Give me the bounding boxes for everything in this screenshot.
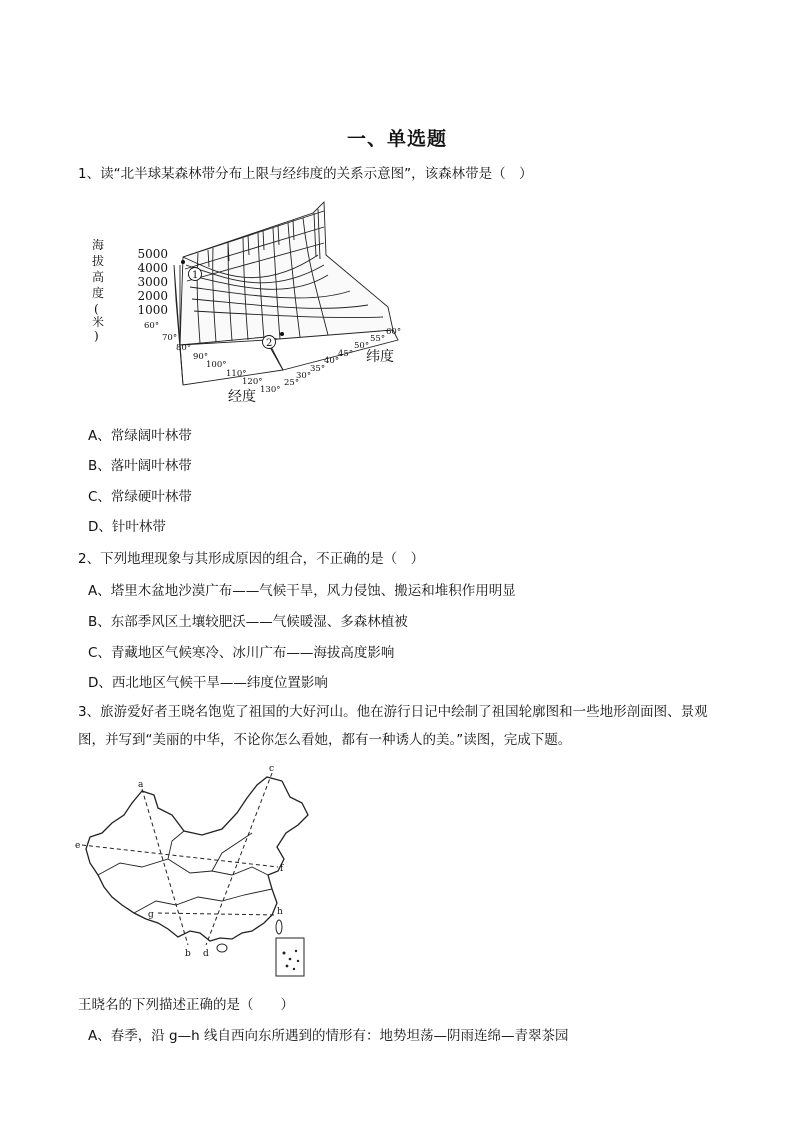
map-label-b: b [185,949,191,959]
lat-tick: 50° [354,341,370,351]
lon-tick: 60° [144,321,160,331]
map-label-f: f [280,864,284,874]
china-outline [86,777,308,941]
line-e-f [82,845,278,867]
section-title: 一、单选题 [346,128,447,150]
line-c-d [206,773,272,945]
lon-tick: 110° [226,369,247,379]
q2-option-c[interactable]: C、青藏地区气候寒冷、冰川广布——海拔高度影响 [88,645,395,661]
y-tick: 1000 [137,303,168,317]
forest-limit-3d-chart [88,195,428,410]
question-3-stem: 3、旅游爱好者王晓名饱览了祖国的大好河山。他在游行日记中绘制了祖国轮廓图和一些地形剖面图、景观图，并写到“美丽的中华，不论你怎么看她，都有一种诱人的美。”读图，完成下题。 [78,704,708,748]
q1-option-d[interactable]: D、针叶林带 [88,519,166,535]
marker-1-label: 1 [192,270,199,281]
q2-option-b[interactable]: B、东部季风区土壤较肥沃——气候暖湿、多森林植被 [88,614,408,630]
z-axis-label: 纬度 [366,349,394,365]
map-label-d: d [203,949,209,959]
lat-tick: 55° [370,334,386,344]
y-label-char: 拔 [92,254,105,268]
y-axis-label [92,238,104,343]
map-label-c: c [269,764,275,774]
china-outline-map [72,763,317,983]
q1-option-b[interactable]: B、落叶阔叶林带 [88,458,192,474]
surface-mesh [180,202,393,345]
map-label-e: e [75,841,81,851]
lat-tick: 35° [310,364,326,374]
y-label-char: 米 [92,315,105,329]
y-tick: 4000 [137,261,168,275]
lon-tick: 100° [206,360,227,370]
x-axis-label: 经度 [228,389,256,405]
q2-option-a[interactable]: A、塔里木盆地沙漠广布——气候干旱，风力侵蚀、搬运和堆积作用明显 [88,583,516,599]
y-label-char: 海 [92,238,105,252]
lat-tick: 25° [284,378,300,388]
y-label-char: 高 [92,270,105,284]
y-label-char: ( [94,302,99,316]
y-label-char: 度 [92,286,105,300]
y-label-char: ) [94,329,99,343]
y-tick: 5000 [137,247,168,261]
lon-tick: 120° [242,377,263,387]
q2-option-d[interactable]: D、西北地区气候干旱——纬度位置影响 [88,675,328,691]
marker-2-label: 2 [266,338,273,349]
lat-tick: 30° [296,371,312,381]
lat-tick: 45° [338,349,354,359]
lon-tick: 130° [260,385,281,395]
q1-option-c[interactable]: C、常绿硬叶林带 [88,489,192,505]
lon-tick: 80° [176,343,192,353]
y-tick: 3000 [137,275,168,289]
line-g-h [158,913,276,915]
question-2-stem: 2、下列地理现象与其形成原因的组合，不正确的是（ ） [78,551,425,567]
map-label-h: h [277,907,283,917]
q1-option-a[interactable]: A、常绿阔叶林带 [88,428,192,444]
question-1-stem: 1、读“北半球某森林带分布上限与经纬度的关系示意图”，该森林带是（ ） [78,166,533,182]
lat-tick: 60° [386,327,402,337]
y-tick: 2000 [137,289,168,303]
map-label-a: a [138,780,144,790]
question-3-substem: 王晓名的下列描述正确的是（ ） [78,997,294,1013]
lon-tick: 70° [162,333,178,343]
map-label-g: g [148,910,154,920]
lat-tick: 40° [324,356,340,366]
q3-option-a[interactable]: A、春季，沿 g—h 线自西向东所遇到的情形有：地势坦荡—阴雨连绵—青翠茶园 [88,1028,569,1044]
lon-tick: 90° [193,352,209,362]
